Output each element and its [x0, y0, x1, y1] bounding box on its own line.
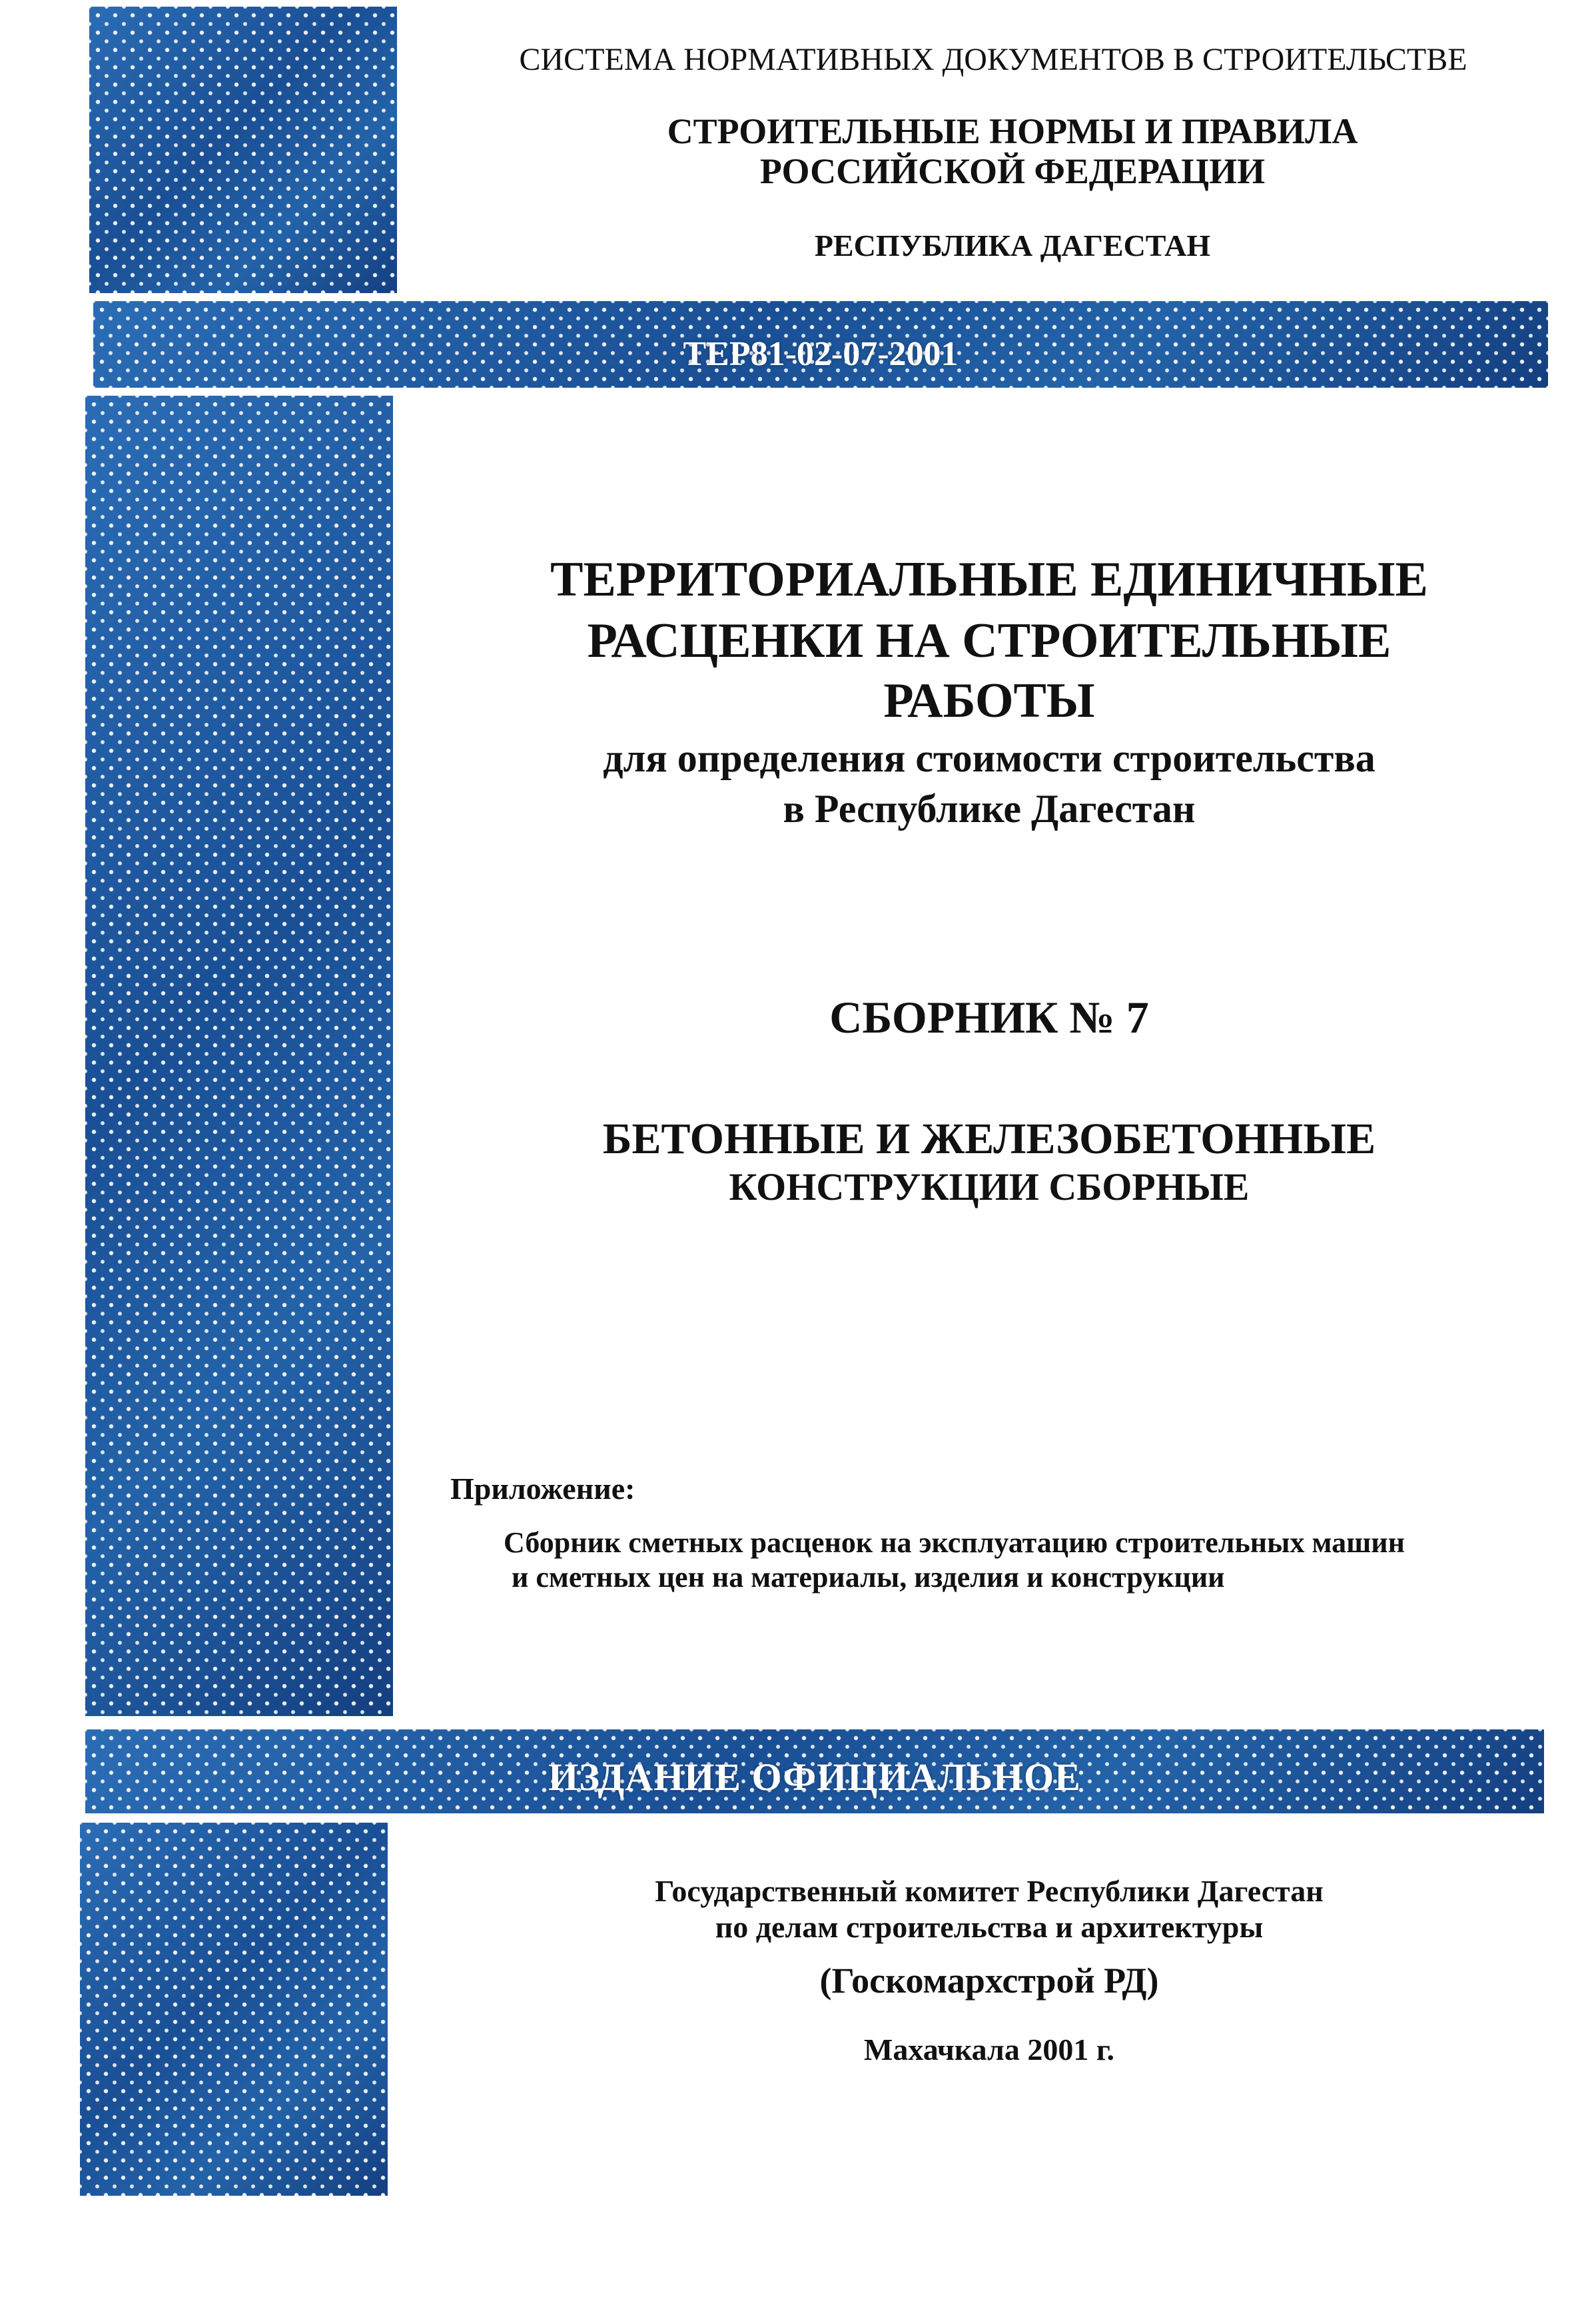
appendix-line-1: Сборник сметных расценок на эксплуатацию строительных машин — [504, 1526, 1405, 1559]
main-title-line-2: РАСЦЕНКИ НА СТРОИТЕЛЬНЫЕ — [587, 614, 1392, 668]
publisher-abbreviation: (Госкомархстрой РД) — [819, 1961, 1159, 2001]
republic-label: РЕСПУБЛИКА ДАГЕСТАН — [814, 229, 1211, 262]
decorative-strip-middle — [85, 396, 393, 1716]
decorative-strip-top — [89, 7, 397, 293]
document-code: ТЕР81-02-07-2001 — [683, 335, 959, 373]
collection-name-line-1: БЕТОННЫЕ И ЖЕЛЕЗОБЕТОННЫЕ — [602, 1115, 1376, 1163]
official-edition-band — [85, 1729, 1544, 1813]
subtitle-line-1: для определения стоимости строительства — [603, 736, 1376, 780]
subtitle-line-2: в Республике Дагестан — [783, 787, 1196, 831]
collection-number: СБОРНИК № 7 — [829, 992, 1149, 1043]
place-and-year: Махачкала 2001 г. — [863, 2033, 1115, 2067]
collection-name-line-2: КОНСТРУКЦИИ СБОРНЫЕ — [729, 1165, 1250, 1208]
norms-line-2: РОССИЙСКОЙ ФЕДЕРАЦИИ — [759, 151, 1266, 191]
main-title-line-1: ТЕРРИТОРИАЛЬНЫЕ ЕДИНИЧНЫЕ — [550, 552, 1428, 607]
norms-line-1: СТРОИТЕЛЬНЫЕ НОРМЫ И ПРАВИЛА — [667, 111, 1358, 151]
main-title-line-3: РАБОТЫ — [883, 674, 1095, 728]
code-band — [93, 301, 1548, 388]
official-edition-label: ИЗДАНИЕ ОФИЦИАЛЬНОЕ — [548, 1755, 1081, 1799]
appendix-label: Приложение: — [450, 1472, 635, 1506]
appendix-line-2: и сметных цен на материалы, изделия и конструкции — [512, 1561, 1225, 1594]
publisher-line-1: Государственный комитет Республики Дагестан — [655, 1874, 1324, 1908]
publisher-line-2: по делам строительства и архитектуры — [715, 1910, 1264, 1944]
decorative-strip-bottom — [80, 1823, 388, 2196]
system-line: СИСТЕМА НОРМАТИВНЫХ ДОКУМЕНТОВ В СТРОИТЕЛЬСТВЕ — [519, 42, 1467, 77]
